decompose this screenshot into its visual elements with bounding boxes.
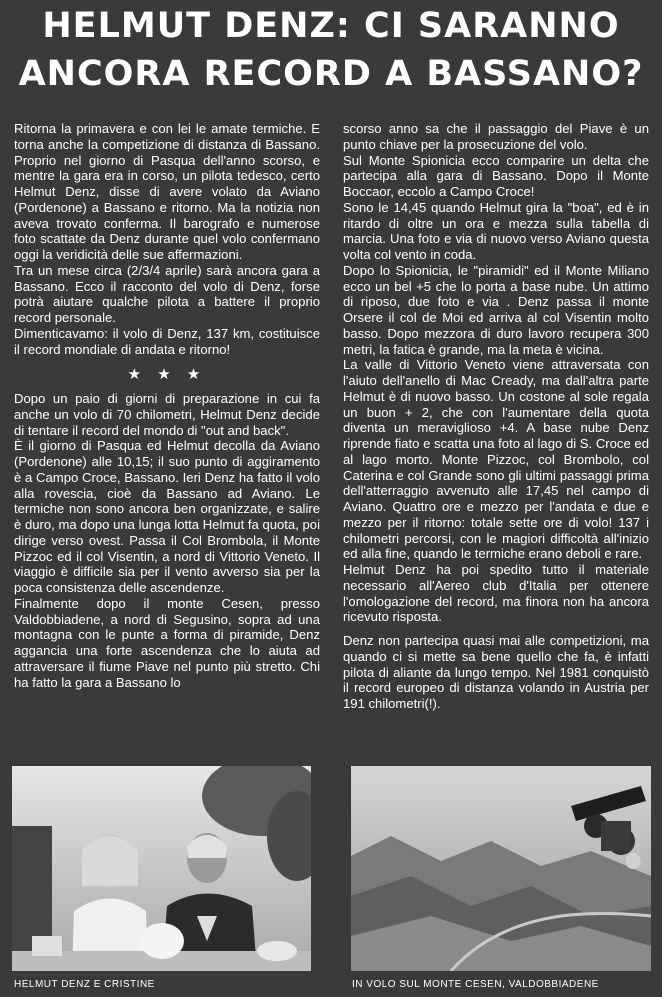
paragraph: Sul Monte Spionicia ecco comparire un delta che partecipa alla gara di Bassano. Dopo il Monte Boccaor, eccolo a Campo Croce! <box>343 152 649 199</box>
paragraph: Ritorna la primavera e con lei le amate termiche. E torna anche la competizione di distanza di Bassano. Proprio nel giorno di Pasqua dell'anno scorso, e mentre la gara era in corso, un pilota tedesco, certo Helmut Denz, disse di avere volato da Aviano (Pordenone) a Bassano e ritorno. Ma la notizia non aveva trovato conferma. Il barografo e numerose foto scattate da Denz durante quel volo confermano oggi la veridicità delle sue affermazioni. <box>14 121 320 262</box>
paragraph: Tra un mese circa (2/3/4 aprile) sarà ancora gara a Bassano. Ecco il racconto del volo di Denz, forse potrà aiutare qualche pilota a battere il proprio record personale. <box>14 262 320 325</box>
photo-denz-and-cristine-image <box>12 766 311 971</box>
paragraph: Dopo un paio di giorni di preparazione in cui fa anche un volo di 70 chilometri, Helmut Denz decide di tentare il record del mondo di "out and back". <box>14 391 320 438</box>
paragraph: La valle di Vittorio Veneto viene attraversata con l'aiuto dell'anello di Mac Cready, ma dall'altra parte Helmut è di nuovo basso. Un costone al sole regala un buon + 2, che con l'aumentare della quota diventa un meraviglioso +4. A base nube Denz riprende fiato e scatta una foto al lago di S. Croce ed al lago morto. Monte Pizzoc, col Brombolo, col Caterina e col Grande sono gli ultimi passaggi prima dell'atterraggio avvenuto alle 17,45 nel campo di Aviano. Quattro ore e mezzo per l'andata e due e mezzo per il ritorno: totale sette ore di volo! 137 i chilometri percorsi, con le magiori difficoltà all'inizio ed alla fine, quando le termiche erano deboli e rare. <box>343 357 649 562</box>
photo-flight-monte-cesen <box>351 766 651 971</box>
headline <box>0 2 662 98</box>
paragraph: È il giorno di Pasqua ed Helmut decolla da Aviano (Pordenone) alle 10,15; il suo punto di aggiramento è a Campo Croce, Bassano. Ieri Denz ha fatto il volo alla rovescia, cioè da Bassano ad Aviano. Le termiche non sono ancora ben organizzate, e salire è duro, ma dopo una lunga lotta Helmut fa quota, poi dirige verso ovest. Passa il Col Brombola, il Monte Pizzoc ed il col Visentin, a nord di Vittorio Veneto. Il viaggio è difficile sia per il vento avverso sia per la poca consistenza delle ascendenze. <box>14 438 320 595</box>
paragraph: scorso anno sa che il passaggio del Piave è un punto chiave per la prosecuzione del volo. <box>343 121 649 152</box>
paragraph: Dimenticavamo: il volo di Denz, 137 km, costituisce il record mondiale di andata e ritorno! <box>14 325 320 357</box>
right-column <box>343 121 649 712</box>
paragraph: Dopo lo Spionicia, le "piramidi" ed il Monte Miliano ecco un bel +5 che lo porta a base nube. Un attimo di riposo, due foto e via . Denz passa il monte Orsere il col de Moi ed arriva al col Visentin molto basso. Dopo mezzora di duro lavoro recupera 300 metri, la fatica è grande, ma la meta è vicina. <box>343 262 649 357</box>
section-separator: ★ ★ ★ <box>127 366 207 384</box>
headline-line-1: HELMUT DENZ: CI SARANNO <box>42 6 620 46</box>
photo-denz-and-cristine <box>12 766 311 971</box>
headline-line-2: ANCORA RECORD A BASSANO? <box>18 54 644 94</box>
paragraph: Denz non partecipa quasi mai alle competizioni, ma quando ci si mette sa bene quello che fa, è infatti pilota di aliante da lungo tempo. Nel 1981 conquistò il record europeo di distanza volando in Austria per 191 chilometri(!). <box>343 633 649 711</box>
left-column <box>14 121 320 690</box>
paragraph: Sono le 14,45 quando Helmut gira la "boa", ed è in ritardo di oltre un ora e mezza sulla tabella di marcia. Una foto e via di nuovo verso Aviano questa volta col vento in coda. <box>343 199 649 262</box>
photo-flight-monte-cesen-image <box>351 766 651 971</box>
paragraph: Helmut Denz ha poi spedito tutto il materiale necessario all'Aereo club d'Italia per ottenere l'omologazione del record, ma finora non ha ancora ricevuto risposta. <box>343 562 649 625</box>
paragraph: Finalmente dopo il monte Cesen, presso Valdobbiadene, a nord di Segusino, sopra ad una montagna con le punte a forma di piramide, Denz aggancia una forte ascendenza che lo aiuta ad attraversare il fiume Piave nel punto più stretto. Chi ha fatto la gara a Bassano lo <box>14 595 320 690</box>
photo-caption-right: IN VOLO SUL MONTE CESEN, VALDOBBIADENE <box>352 979 599 990</box>
photo-caption-left: HELMUT DENZ E CRISTINE <box>14 979 155 990</box>
